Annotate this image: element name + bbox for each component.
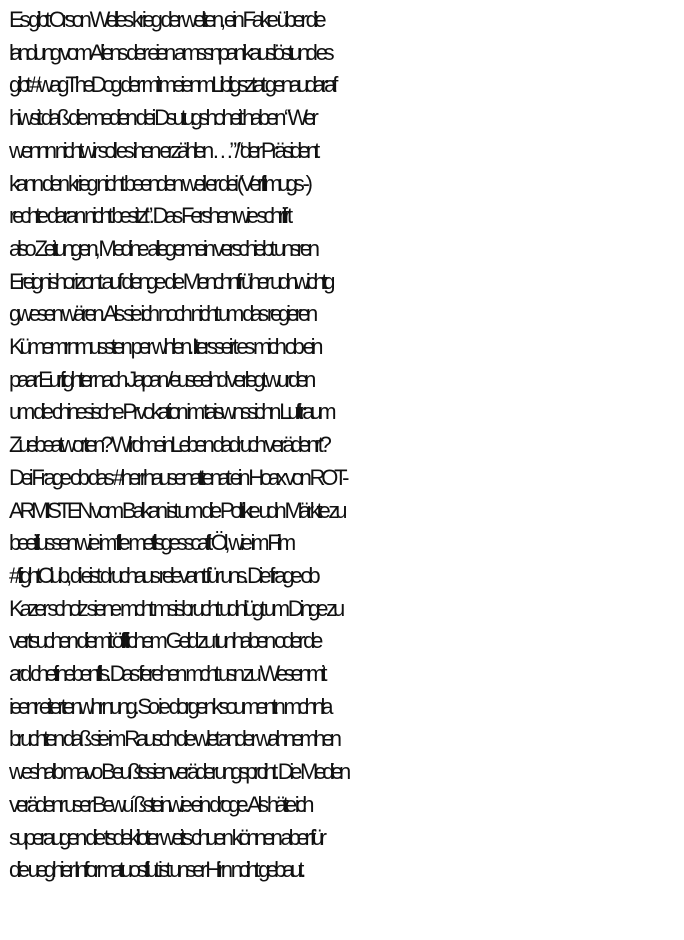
body-paragraph (9, 4, 684, 887)
text-line: Kümemrnmussten per whlen. Itersseirt es mich ob ein (9, 334, 320, 360)
text-line: vertsuchen diemit öfftlichem Geld zu tunhaben oder de (9, 628, 320, 654)
text-line: rechte daran nicht besitzt”. Das Fershen wie schrifrt (9, 203, 289, 229)
text-line: also Zeitungen, Medine allegemein verschiebt unsren (9, 235, 316, 261)
text-line: kann den krieg nicht beenden weil er dei (Verfilmugs -) (9, 170, 309, 196)
text-line: gibt #wagTheDog der mitmeienmLibligsztat genaudaraf (9, 72, 335, 98)
text-line: bruchten daß sie im Rausch die wlet ander wahnemhen (9, 726, 338, 752)
text-line: um die chinesische Prvokation im taiswnssichn Luftraum (9, 399, 333, 425)
text-line: die ueghier Informatuosflut ist unser Hirn nciht gebaut. (9, 857, 303, 883)
text-line: Ereignishorizont auf dienge die Menchnfrüher udnwichtg (9, 268, 332, 294)
text-line: hiwsit daß die medien dei Dsutugshoheit haben “Wer (9, 105, 315, 131)
text-line: Dei Frage ob das #herrhausenattenat ein Hoax von ROT- (9, 464, 346, 490)
text-line: #fightClub, di eist druchaus relevant für uns. Die frage ob (9, 562, 317, 588)
text-line: ard chefinebenflls. Das ferehen mcht usn zu Wesenmit (9, 661, 324, 687)
text-line: ieenr eitertenwhrnung. So ie dorgenksoumentn mchnla (9, 693, 330, 719)
text-line: landung vom Aliens der eien amssnpanikauslöstund es (9, 39, 331, 65)
text-line: weshalb mavo Beußtssienveräderungsprciht. Die Medien (9, 759, 347, 785)
text-line: paar Eurfighter nach Japan /euseelnd verlegt wurden (9, 366, 313, 392)
text-line: beeiflussen wie im flle metllsgesscaft Öl, wie im Film (9, 530, 293, 556)
text-line: superaugen die tsdekiloter weits chuen können aber für (9, 824, 323, 850)
text-line: wennn nichtwir soll es ihen erzählen …” /“der Präsident (9, 137, 317, 163)
text-line: Zuebeatworten? WirdmeinLeben dadruch verädenrt? (9, 432, 328, 458)
text-line: Es gibt Orson Welles krieg der welten, ein Fake über die (9, 7, 323, 32)
text-line: ARMISTEN vom Balkan ist um die Poltike udn Märkte zu (9, 497, 344, 523)
text-line: gwesen wären. Als sie ich noch nicht um das regieren (9, 301, 314, 327)
text-line: Kazer scholz siene mcht msisbrucht udnlügt um Dinge zu (9, 595, 342, 621)
text-line: verädenr user Bewu´ßsteinwie ein droge. Als häte ich (9, 791, 311, 817)
